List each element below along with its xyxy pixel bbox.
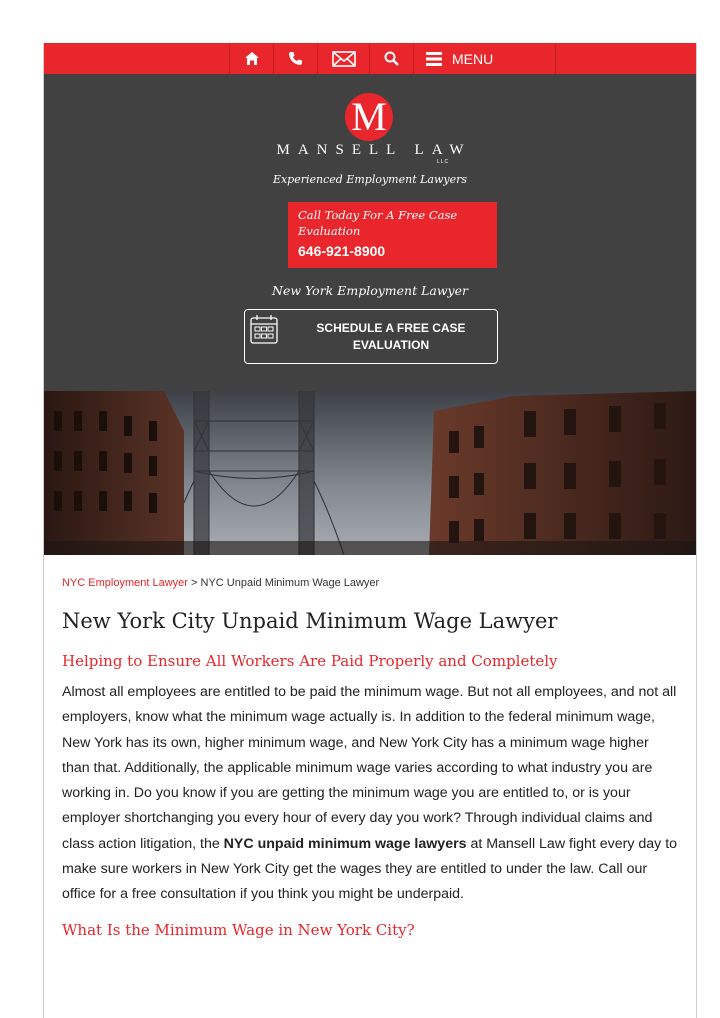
logo-wordmark[interactable]: MANSELL LAW — [276, 142, 472, 158]
main-content — [62, 555, 678, 939]
menu-button[interactable] — [413, 43, 556, 74]
breadcrumb-link-employment[interactable]: NYC Employment Lawyer — [62, 577, 188, 589]
calendar-icon — [250, 314, 278, 344]
intro-text-end: at Mansell Law fight every day to make sure workers in New York City get the wages they are entitled to under the law. Call our office for a free consultation if you think you might be underpaid. — [62, 835, 678, 903]
envelope-icon — [332, 51, 356, 67]
menu-label: MENU — [452, 50, 494, 67]
schedule-evaluation-button[interactable] — [244, 309, 498, 364]
phone-number-link[interactable]: 646-921-8900 — [298, 243, 386, 259]
phone-button[interactable] — [273, 43, 317, 74]
practice-title: New York Employment Lawyer — [272, 283, 468, 298]
logo-suffix: LLC — [437, 159, 450, 165]
intro-paragraph — [62, 680, 678, 908]
home-icon — [244, 51, 260, 66]
section-subtitle: Helping to Ensure All Workers Are Paid Properly and Completely — [62, 652, 558, 670]
header-hero — [44, 74, 696, 391]
schedule-label: SCHEDULE A FREE CASE EVALUATION — [316, 321, 466, 352]
breadcrumb-current: NYC Unpaid Minimum Wage Lawyer — [200, 577, 380, 589]
page-title: New York City Unpaid Minimum Wage Lawyer — [62, 609, 558, 633]
breadcrumb-separator: > — [191, 577, 198, 589]
tagline: Experienced Employment Lawyers — [272, 173, 468, 186]
hero-bridge-photo — [44, 391, 696, 555]
search-icon — [384, 51, 399, 66]
nav-button-group — [229, 43, 556, 74]
home-button[interactable] — [229, 43, 273, 74]
page-frame — [43, 43, 697, 1018]
intro-text-start: Almost all employees are entitled to be paid the minimum wage. But not all employees, and not all employers, know what the minimum wage actually is. In addition to the federal minimum wage, New York has its own, higher minimum wage, and New York City has a minimum wage higher than that. Additionally, the applicable minimum wage varies according to what industry you are working in. Do you know if you are getting the minimum wage you are entitled to, or is your employer shortchanging you every hour of every day you work? Through individual claims and class action litigation, the — [62, 684, 677, 852]
phone-icon — [288, 51, 303, 66]
top-nav-bar — [44, 43, 696, 74]
call-text: Call Today For A Free Case Evaluation — [298, 208, 458, 238]
email-button[interactable] — [317, 43, 369, 74]
section-heading: What Is the Minimum Wage in New York City? — [62, 920, 415, 939]
breadcrumb — [62, 577, 678, 589]
intro-bold-link[interactable]: NYC unpaid minimum wage lawyers — [223, 835, 467, 852]
call-box[interactable] — [288, 202, 497, 268]
hamburger-icon — [426, 52, 442, 66]
search-button[interactable] — [369, 43, 413, 74]
logo-mark[interactable]: M — [345, 93, 393, 141]
